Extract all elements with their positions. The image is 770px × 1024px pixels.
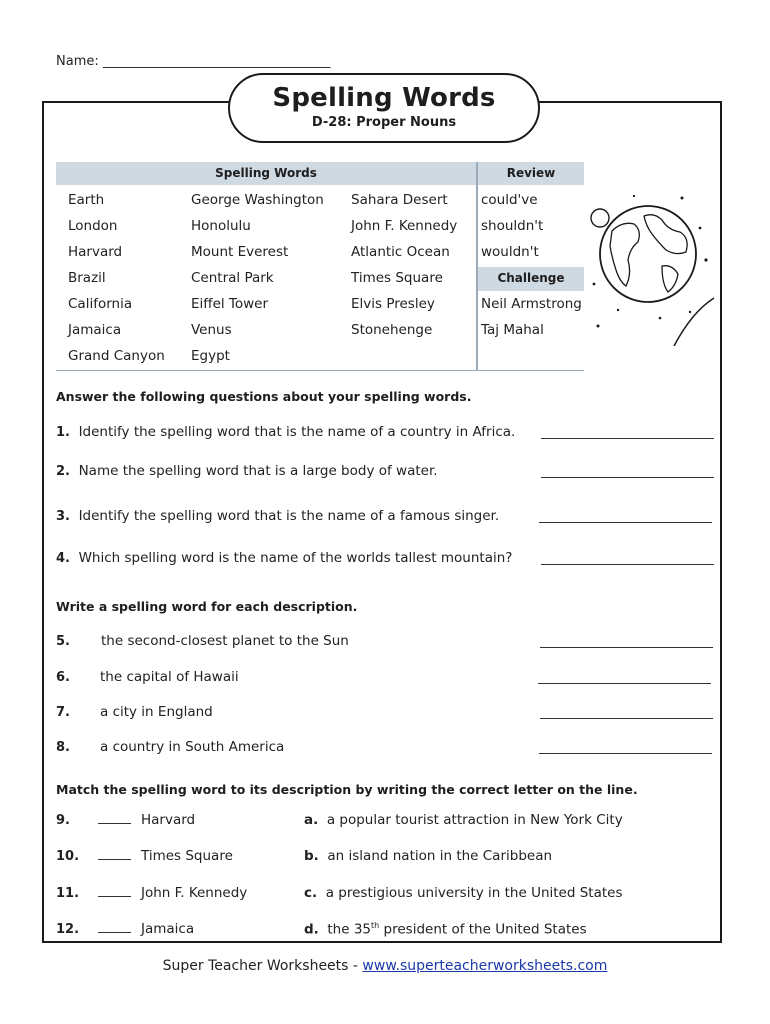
question-5 xyxy=(56,633,70,649)
letter-blank[interactable] xyxy=(98,896,131,897)
earth-illustration xyxy=(582,186,716,346)
question-text: a city in England xyxy=(100,704,213,720)
match-description xyxy=(304,885,623,901)
question-number: 11. xyxy=(56,886,80,901)
word-cell: Egypt xyxy=(191,348,230,364)
question-text: a country in South America xyxy=(100,739,285,755)
word-cell: Stonehenge xyxy=(351,322,433,338)
question-7 xyxy=(56,704,70,720)
word-cell: Jamaica xyxy=(68,322,122,338)
question-number: 3. xyxy=(56,509,70,524)
word-cell: Earth xyxy=(68,192,105,208)
word-cell: Central Park xyxy=(191,270,274,286)
choice-text-rest: president of the United States xyxy=(379,921,587,938)
match-word-text: John F. Kennedy xyxy=(141,885,248,901)
match-word-text: Jamaica xyxy=(141,921,195,937)
question-8 xyxy=(56,739,70,755)
question-number: 10. xyxy=(56,849,80,864)
section-heading: Answer the following questions about your spelling words. xyxy=(56,389,472,404)
question-number: 7. xyxy=(56,705,70,720)
question-4 xyxy=(56,550,512,566)
choice-letter: c. xyxy=(304,885,318,901)
question-text: Identify the spelling word that is the name of a country in Africa. xyxy=(78,424,516,440)
word-cell: Elvis Presley xyxy=(351,296,435,312)
choice-text: the 35 xyxy=(327,921,372,938)
question-number: 4. xyxy=(56,551,70,566)
match-word xyxy=(98,885,247,901)
answer-line[interactable] xyxy=(540,647,713,648)
review-word: wouldn't xyxy=(481,244,539,260)
word-cell: Atlantic Ocean xyxy=(351,244,450,260)
word-cell: John F. Kennedy xyxy=(351,218,458,234)
page-subtitle: D-28: Proper Nouns xyxy=(311,115,457,130)
footer xyxy=(0,958,770,974)
word-cell: Eiffel Tower xyxy=(191,296,269,312)
match-item-11 xyxy=(56,885,79,901)
question-number: 9. xyxy=(56,813,70,828)
question-2 xyxy=(56,463,438,479)
word-cell: Mount Everest xyxy=(191,244,289,260)
match-word-text: Times Square xyxy=(141,848,233,864)
choice-text: a prestigious university in the United States xyxy=(325,885,623,901)
word-cell: Sahara Desert xyxy=(351,192,448,208)
spelling-words-header: Spelling Words xyxy=(56,162,476,185)
letter-blank[interactable] xyxy=(98,932,131,933)
word-cell: George Washington xyxy=(191,192,324,208)
page-title: Spelling Words xyxy=(272,83,496,113)
review-word: shouldn't xyxy=(481,218,544,234)
match-item-10 xyxy=(56,848,79,864)
question-number: 1. xyxy=(56,425,70,440)
match-word xyxy=(98,812,195,828)
answer-line[interactable] xyxy=(539,522,712,523)
answer-line[interactable] xyxy=(541,438,714,439)
match-word-text: Harvard xyxy=(141,812,196,828)
word-cell: Brazil xyxy=(68,270,106,286)
question-text: Which spelling word is the name of the worlds tallest mountain? xyxy=(78,550,513,566)
match-description xyxy=(304,848,552,864)
question-text: Identify the spelling word that is the name of a famous singer. xyxy=(78,508,500,524)
answer-line[interactable] xyxy=(541,564,714,565)
choice-letter: d. xyxy=(304,921,319,938)
word-cell: Venus xyxy=(191,322,232,338)
question-6 xyxy=(56,669,70,685)
question-3 xyxy=(56,508,499,524)
question-text: Name the spelling word that is a large body of water. xyxy=(78,463,438,479)
match-item-9 xyxy=(56,812,70,828)
question-text: the second-closest planet to the Sun xyxy=(101,633,349,649)
question-number: 12. xyxy=(56,922,80,937)
answer-line[interactable] xyxy=(538,683,711,684)
answer-line[interactable] xyxy=(541,477,714,478)
answer-line[interactable] xyxy=(539,753,712,754)
footer-text: Super Teacher Worksheets - xyxy=(162,958,363,974)
match-description xyxy=(304,921,587,938)
question-text: the capital of Hawaii xyxy=(100,669,239,685)
challenge-word: Neil Armstrong xyxy=(481,296,582,312)
question-1 xyxy=(56,424,515,440)
choice-letter: a. xyxy=(304,812,319,828)
title-banner xyxy=(228,73,540,143)
choice-text: a popular tourist attraction in New York City xyxy=(326,812,623,828)
match-description xyxy=(304,812,623,828)
letter-blank[interactable] xyxy=(98,823,131,824)
answer-line[interactable] xyxy=(540,718,713,719)
match-item-12 xyxy=(56,921,79,937)
question-number: 8. xyxy=(56,740,70,755)
question-number: 2. xyxy=(56,464,70,479)
review-header: Review xyxy=(478,162,584,185)
footer-link[interactable]: www.superteacherworksheets.com xyxy=(362,958,608,974)
challenge-header: Challenge xyxy=(478,267,584,291)
word-cell: California xyxy=(68,296,133,312)
word-cell: Grand Canyon xyxy=(68,348,165,364)
choice-text: an island nation in the Caribbean xyxy=(327,848,553,864)
table-divider xyxy=(476,162,478,370)
spelling-word-table xyxy=(56,162,584,371)
word-cell: Honolulu xyxy=(191,218,251,234)
choice-letter: b. xyxy=(304,848,319,864)
challenge-word: Taj Mahal xyxy=(481,322,544,338)
word-cell: Times Square xyxy=(351,270,443,286)
word-cell: Harvard xyxy=(68,244,123,260)
question-number: 6. xyxy=(56,670,70,685)
name-field-label: Name: ___________________________________ xyxy=(56,54,331,69)
word-cell: London xyxy=(68,218,118,234)
review-word: could've xyxy=(481,192,538,208)
section-heading: Write a spelling word for each description. xyxy=(56,599,358,614)
match-word xyxy=(98,921,194,937)
section-heading: Match the spelling word to its description by writing the correct letter on the line. xyxy=(56,782,638,797)
question-number: 5. xyxy=(56,634,70,649)
match-word xyxy=(98,848,233,864)
letter-blank[interactable] xyxy=(98,859,131,860)
ordinal-suffix: th xyxy=(371,921,380,930)
